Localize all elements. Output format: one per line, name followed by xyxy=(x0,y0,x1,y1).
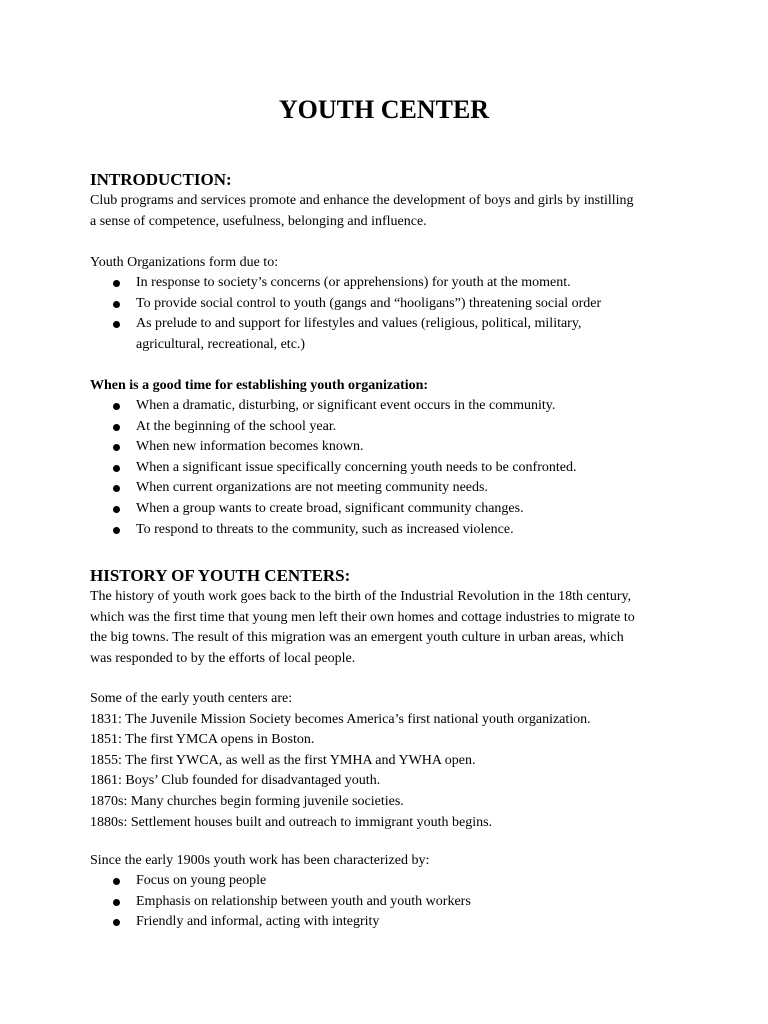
list-item-text: Emphasis on relationship between youth and youth workers xyxy=(136,893,471,909)
history-paragraph xyxy=(90,587,690,669)
history-heading: HISTORY OF YOUTH CENTERS: xyxy=(90,566,351,585)
timeline-entry: 1870s: Many churches begin forming juvenile societies. xyxy=(90,793,404,809)
list-item-text: As prelude to and support for lifestyles and values (religious, political, military, xyxy=(136,316,582,332)
timeline-entry: 1831: The Juvenile Mission Society becomes America’s first national youth organization. xyxy=(90,711,591,727)
list-item xyxy=(90,396,690,417)
bullet-icon xyxy=(113,899,120,906)
timeline-entry: 1851: The first YMCA opens in Boston. xyxy=(90,732,315,748)
list-item-text: When current organizations are not meeting community needs. xyxy=(136,480,488,496)
list-item-text: When a significant issue specifically concerning youth needs to be confronted. xyxy=(136,459,577,475)
list-item xyxy=(90,478,690,499)
list-item xyxy=(90,273,690,294)
timeline-entry: 1855: The first YWCA, as well as the first YMHA and YWHA open. xyxy=(90,752,476,768)
paragraph-line: the big towns. The result of this migration was an emergent youth culture in urban areas, which xyxy=(90,630,624,646)
list-item xyxy=(90,294,690,315)
early-centers-list xyxy=(90,689,690,833)
bullet-icon xyxy=(113,403,120,410)
list-item xyxy=(90,314,690,355)
when-list xyxy=(90,396,690,540)
list-item-text: When a dramatic, disturbing, or significant event occurs in the community. xyxy=(136,398,556,413)
list-item xyxy=(90,437,690,458)
since-1900s-list xyxy=(90,871,690,933)
introduction-heading: INTRODUCTION: xyxy=(90,170,232,189)
list-item xyxy=(90,892,690,913)
list-item-text: To provide social control to youth (gangs and “hooligans”) threatening social order xyxy=(136,295,602,311)
bullet-icon xyxy=(113,919,120,926)
list-item-text: Friendly and informal, acting with integrity xyxy=(136,914,380,930)
early-centers-intro: Some of the early youth centers are: xyxy=(90,691,293,706)
list-item-text: In response to society’s concerns (or apprehensions) for youth at the moment. xyxy=(136,275,571,290)
list-item-text: To respond to threats to the community, such as increased violence. xyxy=(136,521,514,537)
since-1900s-intro: Since the early 1900s youth work has been characterized by: xyxy=(90,853,430,868)
list-item xyxy=(90,458,690,479)
list-item-text: Focus on young people xyxy=(136,873,267,888)
bullet-icon xyxy=(113,280,120,287)
list-item xyxy=(90,912,690,933)
bullet-icon xyxy=(113,424,120,431)
list-item xyxy=(90,417,690,438)
form-reasons-list xyxy=(90,273,690,355)
list-item-text: When a group wants to create broad, significant community changes. xyxy=(136,500,524,516)
paragraph-line: Club programs and services promote and enhance the development of boys and girls by instilling xyxy=(90,193,634,208)
list-item-text: At the beginning of the school year. xyxy=(136,418,337,434)
form-reasons-intro: Youth Organizations form due to: xyxy=(90,255,279,270)
list-item-text: When new information becomes known. xyxy=(136,439,364,455)
list-item xyxy=(90,871,690,892)
paragraph-line: which was the first time that young men left their own homes and cottage industries to migrate to xyxy=(90,609,635,625)
bullet-icon xyxy=(113,485,120,492)
bullet-icon xyxy=(113,527,120,534)
introduction-paragraph xyxy=(90,191,690,232)
timeline-entry: 1861: Boys’ Club founded for disadvantaged youth. xyxy=(90,773,381,789)
when-heading: When is a good time for establishing youth organization: xyxy=(90,378,429,393)
bullet-icon xyxy=(113,465,120,472)
list-item xyxy=(90,520,690,541)
timeline-entry: 1880s: Settlement houses built and outreach to immigrant youth begins. xyxy=(90,814,493,830)
paragraph-line: The history of youth work goes back to the birth of the Industrial Revolution in the 18th century, xyxy=(90,589,632,604)
bullet-icon xyxy=(113,301,120,308)
list-item-text: agricultural, recreational, etc.) xyxy=(136,336,306,352)
bullet-icon xyxy=(113,321,120,328)
bullet-icon xyxy=(113,444,120,451)
page-title: YOUTH CENTER xyxy=(278,95,490,124)
bullet-icon xyxy=(113,878,120,885)
list-item xyxy=(90,499,690,520)
bullet-icon xyxy=(113,506,120,513)
paragraph-line: a sense of competence, usefulness, belonging and influence. xyxy=(90,213,427,229)
paragraph-line: was responded to by the efforts of local people. xyxy=(90,650,356,666)
